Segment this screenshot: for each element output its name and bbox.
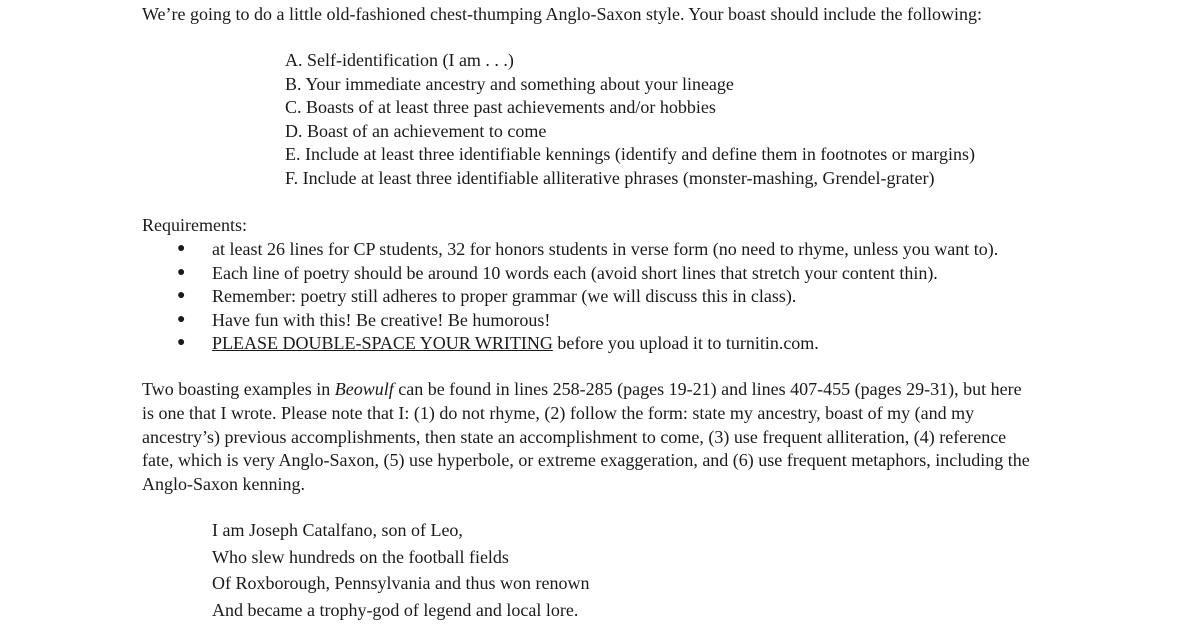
paragraph-text: Two boasting examples in (142, 379, 335, 399)
requirements-list (172, 238, 998, 356)
poem-line: Of Roxborough, Pennsylvania and thus won renown (212, 573, 590, 593)
list-item (172, 238, 998, 262)
poem-line: I am Joseph Catalfano, son of Leo, (212, 520, 463, 540)
requirements-heading: Requirements: (142, 215, 247, 235)
paragraph-line (142, 378, 1122, 402)
list-item (172, 332, 998, 356)
list-item (172, 262, 998, 286)
list-item: A. Self-identification (I am . . .) (285, 50, 514, 70)
requirement-text: Have fun with this! Be creative! Be humorous! (212, 309, 551, 330)
list-item: B. Your immediate ancestry and something about your lineage (285, 73, 734, 94)
bullet-icon: ● (177, 335, 186, 351)
book-title: Beowulf (334, 379, 394, 399)
example-poem (212, 519, 589, 625)
paragraph-text: can be found in lines 258-285 (pages 19-21) and lines 407-455 (pages 29-31), but here (393, 379, 1022, 399)
list-item: C. Boasts of at least three past achievements and/or hobbies (285, 97, 716, 118)
bullet-icon: ● (177, 241, 186, 256)
poem-line: And became a trophy-god of legend and local lore. (212, 599, 579, 620)
paragraph-line: fate, which is very Anglo-Saxon, (5) use hyperbole, or extreme exaggeration, and (6) use frequent metaphors, including the (142, 450, 1030, 471)
paragraph-line: is one that I wrote. Please note that I: (1) do not rhyme, (2) follow the form: state my ancestry, boast of my (and my (142, 402, 975, 423)
requirement-text: at least 26 lines for CP students, 32 for honors students in verse form (no need to rhyme, unless you want to). (212, 239, 999, 259)
paragraph-line: ancestry’s) previous accomplishments, then state an accomplishment to come, (3) use frequent alliteration, (4) reference (142, 426, 1007, 447)
bullet-icon: ● (177, 311, 186, 327)
requirement-text: Each line of poetry should be around 10 words each (avoid short lines that stretch your content thin). (212, 262, 938, 283)
paragraph-line: Anglo-Saxon kenning. (142, 474, 305, 495)
list-item (172, 309, 998, 333)
bullet-icon: ● (177, 288, 186, 304)
requirement-text: Remember: poetry still adheres to proper grammar (we will discuss this in class). (212, 286, 797, 307)
double-space-notice: PLEASE DOUBLE-SPACE YOUR WRITING (212, 333, 553, 354)
requirement-text: before you upload it to turnitin.com. (552, 333, 819, 354)
bullet-icon: ● (177, 264, 186, 280)
intro-text: We’re going to do a little old-fashioned chest-thumping Anglo-Saxon style. Your boast should include the following: (142, 4, 982, 24)
list-item: E. Include at least three identifiable kennings (identify and define them in footnotes or margins) (285, 144, 975, 165)
list-item: D. Boast of an achievement to come (285, 120, 547, 141)
explanation-paragraph (142, 378, 1122, 497)
list-item: F. Include at least three identifiable alliterative phrases (monster-mashing, Grendel-grater) (285, 167, 935, 188)
boast-parts-list (285, 49, 975, 191)
list-item (172, 285, 998, 309)
poem-line: Who slew hundreds on the football fields (212, 546, 509, 567)
